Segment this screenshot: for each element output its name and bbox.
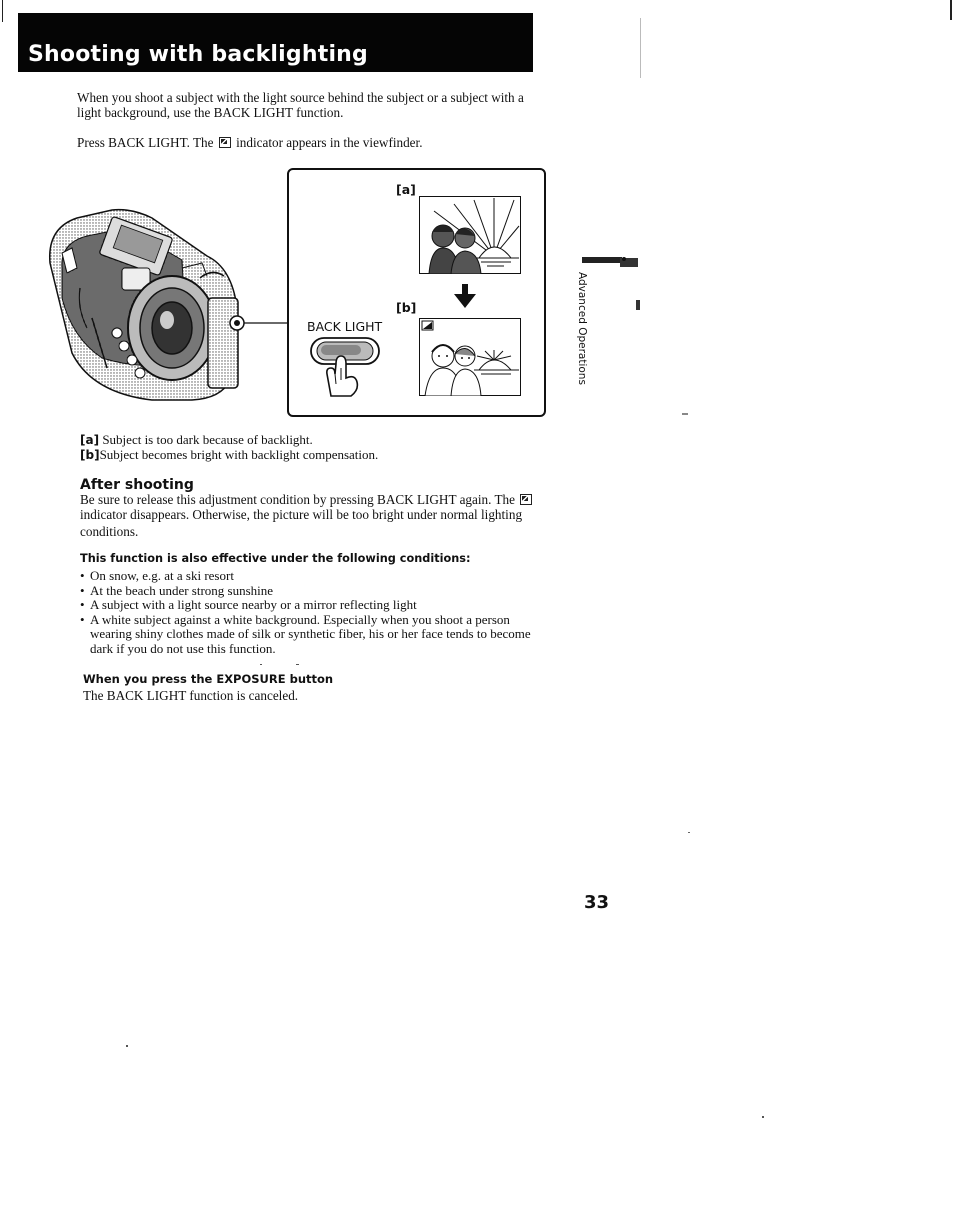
scene-b-bright-image	[419, 318, 521, 396]
intro-line-2: light background, use the BACK LIGHT function.	[77, 105, 344, 120]
list-item-line: A white subject against a white background. Especially when you shoot a person	[90, 611, 510, 627]
label-b: [b]	[396, 300, 417, 315]
scan-speck	[260, 664, 262, 665]
list-item: • On snow, e.g. at a ski resort	[80, 569, 560, 584]
exposure-heading: When you press the EXPOSURE button	[83, 672, 334, 686]
caption-b-text: Subject becomes bright with backlight compensation.	[99, 447, 379, 462]
scan-speck	[636, 300, 640, 310]
exposure-text: The BACK LIGHT function is canceled.	[83, 688, 299, 703]
caption-b-tag: [b]	[80, 448, 100, 462]
conditions-heading: This function is also effective under the following conditions:	[80, 552, 471, 565]
list-item	[80, 613, 560, 657]
caption-a-tag: [a]	[80, 433, 100, 447]
scan-speck	[688, 832, 690, 833]
scan-speck	[126, 1045, 128, 1047]
list-item-line: dark if you do not use this function.	[90, 640, 276, 656]
page-number: 33	[584, 892, 610, 913]
list-item: • At the beach under strong sunshine	[80, 584, 560, 599]
scan-speck	[640, 18, 641, 78]
after-shooting-line-2: indicator disappears. Otherwise, the picture will be too bright under normal lighting	[80, 507, 523, 522]
arrow-down-icon	[454, 284, 476, 308]
after-shooting-line-3: conditions.	[80, 524, 139, 539]
backlight-figure	[32, 168, 544, 416]
list-item-line: wearing shiny clothes made of silk or synthetic fiber, his or her face tends to become	[90, 626, 531, 641]
camcorder-illustration	[32, 168, 288, 416]
backlight-indicator-icon	[520, 494, 532, 505]
conditions-list	[80, 569, 560, 656]
scan-speck	[296, 664, 299, 665]
page-title: Shooting with backlighting	[28, 42, 368, 67]
caption-b	[80, 447, 378, 463]
list-item: • A subject with a light source nearby or a mirror reflecting light	[80, 598, 560, 613]
back-light-button-label: BACK LIGHT	[307, 319, 383, 334]
scene-a-dark-image	[419, 196, 521, 274]
label-a: [a]	[396, 182, 416, 197]
after-shooting-line-1-text: Be sure to release this adjustment condition by pressing BACK LIGHT again. The	[80, 492, 515, 507]
intro-line-1: When you shoot a subject with the light source behind the subject or a subject with a	[77, 90, 524, 105]
scan-edge-mark	[2, 0, 3, 22]
press-instruction	[77, 135, 423, 151]
after-shooting-heading: After shooting	[80, 477, 194, 493]
press-text-before: Press BACK LIGHT. The	[77, 135, 214, 150]
scan-speck	[762, 1116, 764, 1118]
backlight-indicator-icon	[219, 137, 231, 148]
back-light-button-hand-illustration	[309, 334, 389, 398]
section-side-tab-label: Advanced Operations	[576, 272, 588, 385]
section-tab-marker	[582, 255, 638, 269]
scan-edge-mark	[950, 0, 952, 20]
after-shooting-line-1	[80, 492, 534, 508]
caption-a-text: Subject is too dark because of backlight.	[102, 432, 313, 447]
press-text-after: indicator appears in the viewfinder.	[236, 135, 423, 150]
caption-a	[80, 432, 313, 448]
scan-speck	[682, 413, 688, 415]
section-side-tab	[570, 272, 592, 400]
